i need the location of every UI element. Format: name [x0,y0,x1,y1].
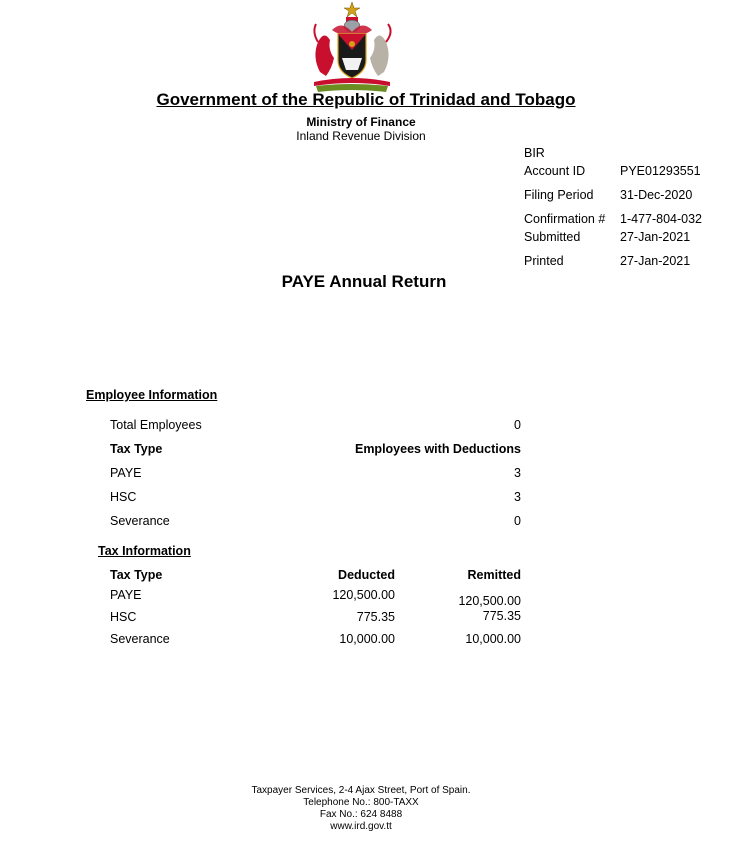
employee-col-with-deductions: Employees with Deductions [354,442,521,456]
employee-info-heading: Employee Information [86,388,218,402]
meta-label-submitted: Submitted [524,230,581,244]
tax-col-tax-type: Tax Type [110,568,163,582]
tax-row-deducted: 775.35 [356,610,395,624]
meta-label-filing-period: Filing Period [524,188,594,202]
meta-value-confirmation: 1-477-804-032 [620,212,703,226]
employee-row-count: 0 [514,514,521,528]
meta-value-submitted: 27-Jan-2021 [620,230,691,244]
employee-row-count: 3 [514,466,521,480]
tax-row-deducted: 120,500.00 [332,588,395,602]
meta-value-filing-period: 31-Dec-2020 [620,188,693,202]
meta-label-account-id: Account ID [524,164,586,178]
tax-col-deducted: Deducted [338,568,395,582]
employee-row-type: Severance [110,514,170,528]
tax-row-remitted: 120,500.00 [458,594,521,608]
meta-value-printed: 27-Jan-2021 [620,254,691,268]
employee-row-count: 3 [514,490,521,504]
tax-row-type: PAYE [110,588,142,602]
footer-telephone: Telephone No.: 800-TAXX [303,797,419,808]
tax-row-remitted: 775.35 [482,609,521,623]
meta-label-printed: Printed [524,254,564,268]
government-heading-text: Government of the Republic of Trinidad and Tobago [156,90,576,109]
total-employees-label: Total Employees [110,418,202,432]
division-name: Inland Revenue Division [296,129,426,143]
tax-row-remitted: 10,000.00 [465,632,521,646]
coat-of-arms-emblem [302,2,402,94]
tax-info-heading: Tax Information [98,544,191,558]
total-employees-value: 0 [514,418,521,432]
tax-col-remitted: Remitted [467,568,521,582]
footer-website: www.ird.gov.tt [330,821,392,832]
document-title: PAYE Annual Return [281,272,447,291]
employee-row-type: HSC [110,490,137,504]
employee-col-tax-type: Tax Type [110,442,163,456]
tax-row-deducted: 10,000.00 [339,632,395,646]
footer-address: Taxpayer Services, 2-4 Ajax Street, Port of Spain. [251,785,471,796]
government-heading [0,90,732,110]
tax-row-type: HSC [110,610,137,624]
tax-row-type: Severance [110,632,170,646]
ministry-name: Ministry of Finance [306,115,416,129]
meta-label-confirmation: Confirmation # [524,212,606,226]
meta-value-account-id: PYE01293551 [620,164,701,178]
employee-row-type: PAYE [110,466,142,480]
footer-fax: Fax No.: 624 8488 [319,809,403,820]
bir-label: BIR [524,146,545,160]
